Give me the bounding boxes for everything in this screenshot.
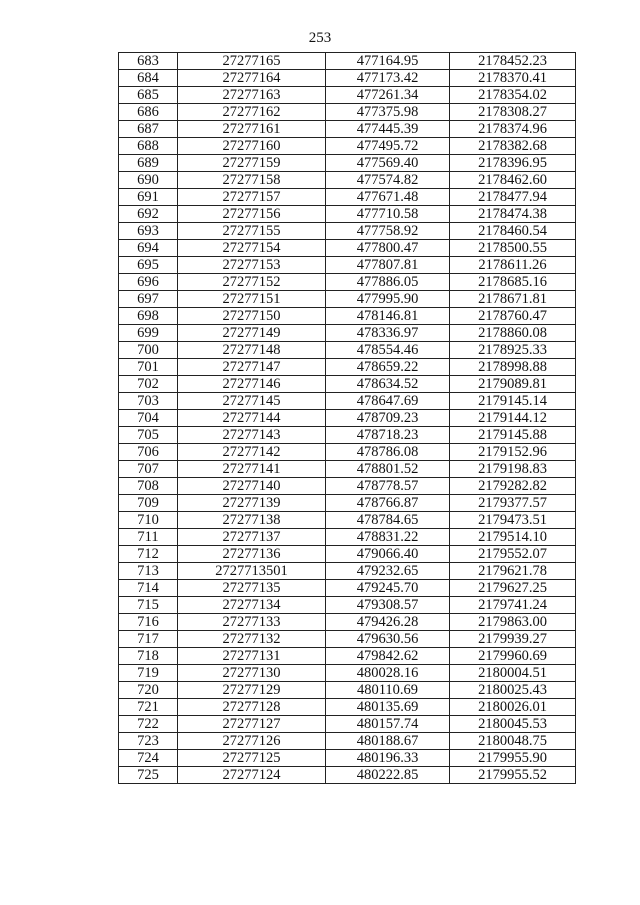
point-id-cell: 27277146 (178, 376, 326, 393)
point-id-cell: 27277140 (178, 478, 326, 495)
y-coordinate-cell: 2179552.07 (450, 546, 576, 563)
row-index-cell: 701 (119, 359, 178, 376)
point-id-cell: 27277141 (178, 461, 326, 478)
point-id-cell: 27277151 (178, 291, 326, 308)
point-id-cell: 2727713501 (178, 563, 326, 580)
y-coordinate-cell: 2179144.12 (450, 410, 576, 427)
point-id-cell: 27277144 (178, 410, 326, 427)
point-id-cell: 27277132 (178, 631, 326, 648)
x-coordinate-cell: 477569.40 (326, 155, 450, 172)
y-coordinate-cell: 2178500.55 (450, 240, 576, 257)
table-row (119, 155, 576, 172)
row-index-cell: 715 (119, 597, 178, 614)
x-coordinate-cell: 480222.85 (326, 767, 450, 784)
y-coordinate-cell: 2179282.82 (450, 478, 576, 495)
y-coordinate-cell: 2178460.54 (450, 223, 576, 240)
table-row (119, 546, 576, 563)
point-id-cell: 27277135 (178, 580, 326, 597)
table-row (119, 682, 576, 699)
y-coordinate-cell: 2180048.75 (450, 733, 576, 750)
table-row (119, 427, 576, 444)
point-id-cell: 27277153 (178, 257, 326, 274)
table-row (119, 206, 576, 223)
table-row (119, 223, 576, 240)
table-row (119, 87, 576, 104)
row-index-cell: 708 (119, 478, 178, 495)
table-row (119, 444, 576, 461)
point-id-cell: 27277131 (178, 648, 326, 665)
table-row (119, 716, 576, 733)
y-coordinate-cell: 2180025.43 (450, 682, 576, 699)
y-coordinate-cell: 2179939.27 (450, 631, 576, 648)
row-index-cell: 712 (119, 546, 178, 563)
row-index-cell: 687 (119, 121, 178, 138)
x-coordinate-cell: 477445.39 (326, 121, 450, 138)
y-coordinate-cell: 2178452.23 (450, 53, 576, 70)
table-row (119, 121, 576, 138)
table-row (119, 495, 576, 512)
coordinates-table (118, 52, 576, 784)
x-coordinate-cell: 478784.65 (326, 512, 450, 529)
y-coordinate-cell: 2178370.41 (450, 70, 576, 87)
x-coordinate-cell: 478786.08 (326, 444, 450, 461)
row-index-cell: 697 (119, 291, 178, 308)
x-coordinate-cell: 478554.46 (326, 342, 450, 359)
y-coordinate-cell: 2179473.51 (450, 512, 576, 529)
row-index-cell: 706 (119, 444, 178, 461)
y-coordinate-cell: 2180004.51 (450, 665, 576, 682)
table-row (119, 257, 576, 274)
point-id-cell: 27277143 (178, 427, 326, 444)
point-id-cell: 27277156 (178, 206, 326, 223)
row-index-cell: 694 (119, 240, 178, 257)
row-index-cell: 719 (119, 665, 178, 682)
row-index-cell: 723 (119, 733, 178, 750)
point-id-cell: 27277158 (178, 172, 326, 189)
row-index-cell: 713 (119, 563, 178, 580)
row-index-cell: 711 (119, 529, 178, 546)
x-coordinate-cell: 478718.23 (326, 427, 450, 444)
table-row (119, 291, 576, 308)
table-row (119, 478, 576, 495)
row-index-cell: 721 (119, 699, 178, 716)
x-coordinate-cell: 477375.98 (326, 104, 450, 121)
table-row (119, 767, 576, 784)
x-coordinate-cell: 478766.87 (326, 495, 450, 512)
table-row (119, 512, 576, 529)
x-coordinate-cell: 478778.57 (326, 478, 450, 495)
point-id-cell: 27277126 (178, 733, 326, 750)
y-coordinate-cell: 2179955.52 (450, 767, 576, 784)
y-coordinate-cell: 2179960.69 (450, 648, 576, 665)
row-index-cell: 704 (119, 410, 178, 427)
y-coordinate-cell: 2178396.95 (450, 155, 576, 172)
y-coordinate-cell: 2180045.53 (450, 716, 576, 733)
table-row (119, 410, 576, 427)
table-row (119, 240, 576, 257)
x-coordinate-cell: 480110.69 (326, 682, 450, 699)
row-index-cell: 690 (119, 172, 178, 189)
table-row (119, 461, 576, 478)
x-coordinate-cell: 477995.90 (326, 291, 450, 308)
table-row (119, 563, 576, 580)
row-index-cell: 705 (119, 427, 178, 444)
point-id-cell: 27277137 (178, 529, 326, 546)
x-coordinate-cell: 477495.72 (326, 138, 450, 155)
x-coordinate-cell: 477710.58 (326, 206, 450, 223)
x-coordinate-cell: 477758.92 (326, 223, 450, 240)
row-index-cell: 683 (119, 53, 178, 70)
x-coordinate-cell: 478146.81 (326, 308, 450, 325)
page-number: 253 (308, 30, 332, 46)
x-coordinate-cell: 479232.65 (326, 563, 450, 580)
row-index-cell: 688 (119, 138, 178, 155)
point-id-cell: 27277152 (178, 274, 326, 291)
table-row (119, 648, 576, 665)
point-id-cell: 27277155 (178, 223, 326, 240)
x-coordinate-cell: 478801.52 (326, 461, 450, 478)
point-id-cell: 27277130 (178, 665, 326, 682)
table-row (119, 376, 576, 393)
row-index-cell: 689 (119, 155, 178, 172)
y-coordinate-cell: 2179145.14 (450, 393, 576, 410)
x-coordinate-cell: 480196.33 (326, 750, 450, 767)
row-index-cell: 703 (119, 393, 178, 410)
point-id-cell: 27277145 (178, 393, 326, 410)
row-index-cell: 695 (119, 257, 178, 274)
point-id-cell: 27277129 (178, 682, 326, 699)
x-coordinate-cell: 478709.23 (326, 410, 450, 427)
point-id-cell: 27277142 (178, 444, 326, 461)
y-coordinate-cell: 2180026.01 (450, 699, 576, 716)
row-index-cell: 725 (119, 767, 178, 784)
row-index-cell: 718 (119, 648, 178, 665)
row-index-cell: 692 (119, 206, 178, 223)
y-coordinate-cell: 2179863.00 (450, 614, 576, 631)
point-id-cell: 27277162 (178, 104, 326, 121)
point-id-cell: 27277136 (178, 546, 326, 563)
table-row (119, 70, 576, 87)
x-coordinate-cell: 477173.42 (326, 70, 450, 87)
x-coordinate-cell: 477807.81 (326, 257, 450, 274)
y-coordinate-cell: 2178462.60 (450, 172, 576, 189)
row-index-cell: 722 (119, 716, 178, 733)
y-coordinate-cell: 2179152.96 (450, 444, 576, 461)
point-id-cell: 27277161 (178, 121, 326, 138)
table-row (119, 104, 576, 121)
row-index-cell: 685 (119, 87, 178, 104)
row-index-cell: 720 (119, 682, 178, 699)
x-coordinate-cell: 479842.62 (326, 648, 450, 665)
point-id-cell: 27277134 (178, 597, 326, 614)
point-id-cell: 27277163 (178, 87, 326, 104)
y-coordinate-cell: 2178477.94 (450, 189, 576, 206)
point-id-cell: 27277124 (178, 767, 326, 784)
y-coordinate-cell: 2179377.57 (450, 495, 576, 512)
y-coordinate-cell: 2178671.81 (450, 291, 576, 308)
row-index-cell: 684 (119, 70, 178, 87)
point-id-cell: 27277159 (178, 155, 326, 172)
row-index-cell: 717 (119, 631, 178, 648)
table-row (119, 189, 576, 206)
x-coordinate-cell: 478647.69 (326, 393, 450, 410)
row-index-cell: 698 (119, 308, 178, 325)
point-id-cell: 27277164 (178, 70, 326, 87)
x-coordinate-cell: 479308.57 (326, 597, 450, 614)
x-coordinate-cell: 480028.16 (326, 665, 450, 682)
x-coordinate-cell: 477800.47 (326, 240, 450, 257)
table-row (119, 359, 576, 376)
y-coordinate-cell: 2179621.78 (450, 563, 576, 580)
row-index-cell: 709 (119, 495, 178, 512)
table-row (119, 393, 576, 410)
x-coordinate-cell: 479245.70 (326, 580, 450, 597)
x-coordinate-cell: 480188.67 (326, 733, 450, 750)
point-id-cell: 27277165 (178, 53, 326, 70)
x-coordinate-cell: 480135.69 (326, 699, 450, 716)
x-coordinate-cell: 477574.82 (326, 172, 450, 189)
y-coordinate-cell: 2179198.83 (450, 461, 576, 478)
point-id-cell: 27277150 (178, 308, 326, 325)
x-coordinate-cell: 477671.48 (326, 189, 450, 206)
y-coordinate-cell: 2178474.38 (450, 206, 576, 223)
row-index-cell: 702 (119, 376, 178, 393)
y-coordinate-cell: 2179741.24 (450, 597, 576, 614)
y-coordinate-cell: 2179514.10 (450, 529, 576, 546)
point-id-cell: 27277127 (178, 716, 326, 733)
y-coordinate-cell: 2179955.90 (450, 750, 576, 767)
table-row (119, 53, 576, 70)
table-row (119, 308, 576, 325)
x-coordinate-cell: 479630.56 (326, 631, 450, 648)
y-coordinate-cell: 2178354.02 (450, 87, 576, 104)
point-id-cell: 27277125 (178, 750, 326, 767)
table-row (119, 614, 576, 631)
coordinates-table-body (119, 53, 576, 784)
row-index-cell: 686 (119, 104, 178, 121)
point-id-cell: 27277149 (178, 325, 326, 342)
table-row (119, 597, 576, 614)
table-row (119, 274, 576, 291)
x-coordinate-cell: 479426.28 (326, 614, 450, 631)
y-coordinate-cell: 2178374.96 (450, 121, 576, 138)
x-coordinate-cell: 478634.52 (326, 376, 450, 393)
y-coordinate-cell: 2178760.47 (450, 308, 576, 325)
row-index-cell: 700 (119, 342, 178, 359)
table-row (119, 750, 576, 767)
x-coordinate-cell: 477886.05 (326, 274, 450, 291)
x-coordinate-cell: 478336.97 (326, 325, 450, 342)
row-index-cell: 710 (119, 512, 178, 529)
row-index-cell: 724 (119, 750, 178, 767)
point-id-cell: 27277148 (178, 342, 326, 359)
row-index-cell: 707 (119, 461, 178, 478)
y-coordinate-cell: 2178860.08 (450, 325, 576, 342)
table-row (119, 529, 576, 546)
x-coordinate-cell: 477164.95 (326, 53, 450, 70)
point-id-cell: 27277157 (178, 189, 326, 206)
point-id-cell: 27277139 (178, 495, 326, 512)
x-coordinate-cell: 480157.74 (326, 716, 450, 733)
y-coordinate-cell: 2179627.25 (450, 580, 576, 597)
row-index-cell: 696 (119, 274, 178, 291)
y-coordinate-cell: 2178925.33 (450, 342, 576, 359)
x-coordinate-cell: 477261.34 (326, 87, 450, 104)
table-row (119, 325, 576, 342)
y-coordinate-cell: 2178611.26 (450, 257, 576, 274)
table-row (119, 733, 576, 750)
table-row (119, 665, 576, 682)
x-coordinate-cell: 478659.22 (326, 359, 450, 376)
y-coordinate-cell: 2179089.81 (450, 376, 576, 393)
y-coordinate-cell: 2178685.16 (450, 274, 576, 291)
row-index-cell: 691 (119, 189, 178, 206)
y-coordinate-cell: 2179145.88 (450, 427, 576, 444)
y-coordinate-cell: 2178998.88 (450, 359, 576, 376)
row-index-cell: 693 (119, 223, 178, 240)
row-index-cell: 699 (119, 325, 178, 342)
row-index-cell: 714 (119, 580, 178, 597)
table-row (119, 342, 576, 359)
table-row (119, 699, 576, 716)
y-coordinate-cell: 2178382.68 (450, 138, 576, 155)
table-row (119, 580, 576, 597)
point-id-cell: 27277138 (178, 512, 326, 529)
point-id-cell: 27277133 (178, 614, 326, 631)
point-id-cell: 27277147 (178, 359, 326, 376)
table-row (119, 631, 576, 648)
y-coordinate-cell: 2178308.27 (450, 104, 576, 121)
row-index-cell: 716 (119, 614, 178, 631)
x-coordinate-cell: 479066.40 (326, 546, 450, 563)
point-id-cell: 27277160 (178, 138, 326, 155)
table-row (119, 172, 576, 189)
point-id-cell: 27277154 (178, 240, 326, 257)
point-id-cell: 27277128 (178, 699, 326, 716)
x-coordinate-cell: 478831.22 (326, 529, 450, 546)
table-row (119, 138, 576, 155)
